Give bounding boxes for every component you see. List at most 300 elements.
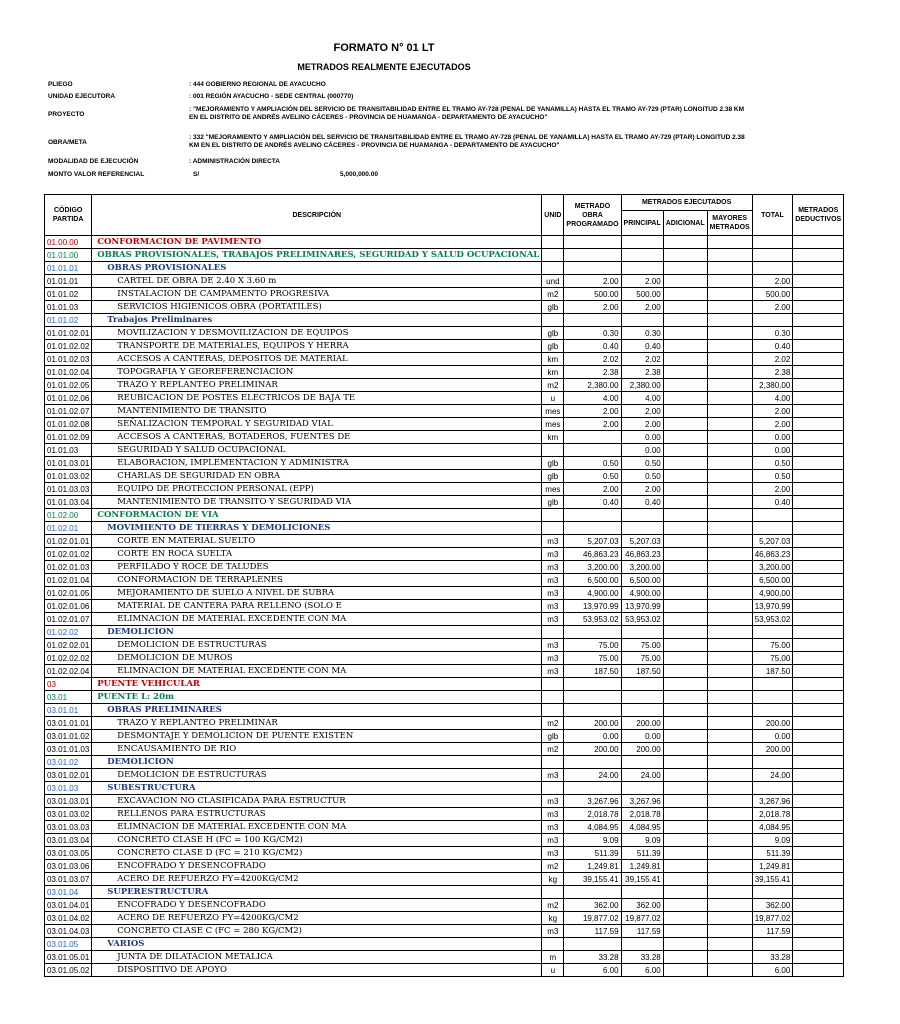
table-row — [45, 665, 844, 678]
table-row — [45, 418, 844, 431]
description-cell — [92, 704, 542, 717]
total-cell: 200.00 — [752, 743, 793, 756]
programado-cell — [564, 522, 621, 535]
table-row — [45, 769, 844, 782]
total-cell: 2.00 — [752, 405, 793, 418]
adicional-cell — [663, 587, 707, 600]
principal-cell: 46,863.23 — [621, 548, 663, 561]
total-cell — [752, 626, 793, 639]
total-cell: 19,877.02 — [752, 912, 793, 925]
adicional-cell — [663, 392, 707, 405]
principal-cell: 0.40 — [621, 340, 663, 353]
info-label: OBRA/META — [48, 139, 87, 146]
description-text: TRANSPORTE DE MATERIALES, EQUIPOS Y HERRA — [117, 340, 349, 351]
total-cell: 33.28 — [752, 951, 793, 964]
code-cell: 03.01.04 — [45, 886, 92, 899]
adicional-cell — [663, 769, 707, 782]
adicional-cell — [663, 366, 707, 379]
description-text: ELIMNACION DE MATERIAL EXCEDENTE CON MA — [117, 665, 347, 676]
mayores-cell — [707, 613, 752, 626]
table-row — [45, 457, 844, 470]
description-text: OBRAS PROVISIONALES, TRABAJOS PRELIMINARES, SEGURIDAD Y SALUD OCUPACIONAL — [97, 249, 540, 260]
principal-cell — [621, 509, 663, 522]
description-text: OBRAS PROVISIONALES — [107, 262, 227, 273]
code-cell: 03.01.01.02 — [45, 730, 92, 743]
code-cell: 03.01.01.01 — [45, 717, 92, 730]
mayores-cell — [707, 392, 752, 405]
description-text: EXCAVACION NO CLASIFICADA PARA ESTRUCTUR — [117, 795, 346, 806]
table-row — [45, 275, 844, 288]
adicional-cell — [663, 964, 707, 977]
mayores-cell — [707, 821, 752, 834]
mayores-cell — [707, 847, 752, 860]
description-cell — [92, 730, 542, 743]
adicional-cell — [663, 600, 707, 613]
table-row — [45, 899, 844, 912]
adicional-cell — [663, 847, 707, 860]
code-cell: 01.01.01 — [45, 262, 92, 275]
description-cell — [92, 782, 542, 795]
deductivos-cell — [793, 327, 844, 340]
table-row — [45, 392, 844, 405]
principal-cell: 19,877.02 — [621, 912, 663, 925]
principal-cell: 2.38 — [621, 366, 663, 379]
info-label: PLIEGO — [48, 81, 73, 88]
mayores-cell — [707, 418, 752, 431]
code-cell: 01.01.02.09 — [45, 431, 92, 444]
description-cell — [92, 288, 542, 301]
table-row — [45, 600, 844, 613]
description-text: MEJORAMIENTO DE SUELO A NIVEL DE SUBRA — [117, 587, 335, 598]
deductivos-cell — [793, 574, 844, 587]
unit-cell: km — [542, 366, 564, 379]
deductivos-cell — [793, 249, 844, 262]
total-cell: 0.50 — [752, 457, 793, 470]
total-cell: 13,970.99 — [752, 600, 793, 613]
deductivos-cell — [793, 236, 844, 249]
code-cell: 01.01.03.04 — [45, 496, 92, 509]
deductivos-cell — [793, 535, 844, 548]
principal-cell: 200.00 — [621, 743, 663, 756]
unit-cell: glb — [542, 457, 564, 470]
adicional-cell — [663, 353, 707, 366]
col-ejecutados: METRADOS EJECUTADOS — [621, 195, 752, 211]
description-text: DEMOLICION — [107, 756, 174, 767]
deductivos-cell — [793, 561, 844, 574]
deductivos-cell — [793, 912, 844, 925]
programado-cell: 2.00 — [564, 483, 621, 496]
description-cell — [92, 353, 542, 366]
deductivos-cell — [793, 821, 844, 834]
adicional-cell — [663, 548, 707, 561]
table-row — [45, 652, 844, 665]
table-row — [45, 730, 844, 743]
programado-cell: 0.40 — [564, 340, 621, 353]
description-cell — [92, 795, 542, 808]
code-cell: 01.02.02 — [45, 626, 92, 639]
adicional-cell — [663, 613, 707, 626]
total-cell: 39,155.41 — [752, 873, 793, 886]
deductivos-cell — [793, 951, 844, 964]
total-cell: 75.00 — [752, 639, 793, 652]
description-text: PUENTE L: 20m — [97, 691, 174, 702]
table-row — [45, 587, 844, 600]
mayores-cell — [707, 652, 752, 665]
deductivos-cell — [793, 808, 844, 821]
code-cell: 01.01.00 — [45, 249, 92, 262]
deductivos-cell — [793, 847, 844, 860]
table-row — [45, 366, 844, 379]
code-cell: 01.01.02 — [45, 288, 92, 301]
table-row — [45, 379, 844, 392]
mayores-cell — [707, 587, 752, 600]
principal-cell: 500.00 — [621, 288, 663, 301]
principal-cell: 2.00 — [621, 301, 663, 314]
principal-cell — [621, 938, 663, 951]
total-cell: 53,953.02 — [752, 613, 793, 626]
programado-cell — [564, 444, 621, 457]
adicional-cell — [663, 470, 707, 483]
col-total: TOTAL — [752, 195, 793, 236]
description-text: EQUIPO DE PROTECCION PERSONAL (EPP) — [117, 483, 314, 494]
total-cell — [752, 522, 793, 535]
adicional-cell — [663, 236, 707, 249]
adicional-cell — [663, 912, 707, 925]
adicional-cell — [663, 795, 707, 808]
unit-cell: kg — [542, 912, 564, 925]
programado-cell: 9.09 — [564, 834, 621, 847]
description-cell — [92, 561, 542, 574]
programado-cell: 75.00 — [564, 652, 621, 665]
mayores-cell — [707, 938, 752, 951]
principal-cell: 2.00 — [621, 405, 663, 418]
total-cell: 2.00 — [752, 301, 793, 314]
unit-cell: m3 — [542, 795, 564, 808]
principal-cell: 0.40 — [621, 496, 663, 509]
unit-cell: m3 — [542, 587, 564, 600]
info-value: : 444 GOBIERNO REGIONAL DE AYACUCHO — [189, 81, 326, 88]
code-cell: 01.01.02.02 — [45, 340, 92, 353]
code-cell: 01.02.01.04 — [45, 574, 92, 587]
mayores-cell — [707, 249, 752, 262]
table-row — [45, 405, 844, 418]
programado-cell: 3,267.96 — [564, 795, 621, 808]
description-cell — [92, 756, 542, 769]
mayores-cell — [707, 860, 752, 873]
deductivos-cell — [793, 652, 844, 665]
description-cell — [92, 509, 542, 522]
principal-cell: 2,018.78 — [621, 808, 663, 821]
total-cell: 4.00 — [752, 392, 793, 405]
code-cell: 01.01.01 — [45, 275, 92, 288]
section-row — [45, 509, 844, 522]
programado-cell: 6.00 — [564, 964, 621, 977]
mayores-cell — [707, 457, 752, 470]
mayores-cell — [707, 925, 752, 938]
description-cell — [92, 912, 542, 925]
unit-cell: m3 — [542, 574, 564, 587]
deductivos-cell — [793, 743, 844, 756]
description-text: PUENTE VEHICULAR — [97, 678, 200, 689]
mayores-cell — [707, 639, 752, 652]
unit-cell — [542, 249, 564, 262]
principal-cell — [621, 756, 663, 769]
code-cell: 03.01.03.06 — [45, 860, 92, 873]
code-cell: 01.02.02.01 — [45, 639, 92, 652]
section-row — [45, 236, 844, 249]
principal-cell: 13,970.99 — [621, 600, 663, 613]
principal-cell: 2,380.00 — [621, 379, 663, 392]
unit-cell — [542, 444, 564, 457]
total-cell: 117.59 — [752, 925, 793, 938]
principal-cell: 2.00 — [621, 418, 663, 431]
deductivos-cell — [793, 457, 844, 470]
programado-cell: 75.00 — [564, 639, 621, 652]
mayores-cell — [707, 340, 752, 353]
programado-cell: 4,084.95 — [564, 821, 621, 834]
total-cell — [752, 509, 793, 522]
code-cell: 01.01.02.07 — [45, 405, 92, 418]
description-cell — [92, 483, 542, 496]
col-principal: PRINCIPAL — [621, 211, 663, 236]
principal-cell — [621, 886, 663, 899]
programado-cell — [564, 691, 621, 704]
deductivos-cell — [793, 405, 844, 418]
principal-cell: 6.00 — [621, 964, 663, 977]
principal-cell — [621, 691, 663, 704]
total-cell: 3,267.96 — [752, 795, 793, 808]
principal-cell — [621, 236, 663, 249]
total-cell: 200.00 — [752, 717, 793, 730]
total-cell: 2.00 — [752, 418, 793, 431]
description-text: ACCESOS A CANTERAS, DEPOSITOS DE MATERIAL — [117, 353, 348, 364]
unit-cell: m2 — [542, 288, 564, 301]
principal-cell: 200.00 — [621, 717, 663, 730]
unit-cell — [542, 522, 564, 535]
mayores-cell — [707, 665, 752, 678]
code-cell: 03.01.03.07 — [45, 873, 92, 886]
unit-cell — [542, 678, 564, 691]
table-row — [45, 327, 844, 340]
code-cell: 01.01.03.01 — [45, 457, 92, 470]
adicional-cell — [663, 561, 707, 574]
description-cell — [92, 886, 542, 899]
principal-cell: 24.00 — [621, 769, 663, 782]
total-cell: 2.02 — [752, 353, 793, 366]
unit-cell: m3 — [542, 769, 564, 782]
programado-cell: 2.00 — [564, 418, 621, 431]
description-text: SUBESTRUCTURA — [107, 782, 196, 793]
description-text: ACCESOS A CANTERAS, BOTADEROS, FUENTES DE — [117, 431, 351, 442]
adicional-cell — [663, 678, 707, 691]
programado-cell — [564, 886, 621, 899]
description-cell — [92, 548, 542, 561]
description-text: DEMOLICION DE ESTRUCTURAS — [117, 769, 267, 780]
code-cell: 01.02.02.02 — [45, 652, 92, 665]
total-cell — [752, 691, 793, 704]
adicional-cell — [663, 639, 707, 652]
principal-cell: 9.09 — [621, 834, 663, 847]
mayores-cell — [707, 444, 752, 457]
programado-cell: 0.30 — [564, 327, 621, 340]
mayores-cell — [707, 496, 752, 509]
programado-cell: 2.02 — [564, 353, 621, 366]
description-text: DISPOSITIVO DE APOYO — [117, 964, 227, 975]
mayores-cell — [707, 327, 752, 340]
deductivos-cell — [793, 886, 844, 899]
deductivos-cell — [793, 769, 844, 782]
mayores-cell — [707, 366, 752, 379]
principal-cell: 4,084.95 — [621, 821, 663, 834]
adicional-cell — [663, 873, 707, 886]
mayores-cell — [707, 704, 752, 717]
code-cell: 01.01.02.08 — [45, 418, 92, 431]
programado-cell: 24.00 — [564, 769, 621, 782]
unit-cell: m3 — [542, 808, 564, 821]
principal-cell: 1,249.81 — [621, 860, 663, 873]
code-cell: 03.01.05 — [45, 938, 92, 951]
code-cell: 03.01.04.03 — [45, 925, 92, 938]
adicional-cell — [663, 379, 707, 392]
adicional-cell — [663, 444, 707, 457]
description-text: TOPOGRAFIA Y GEOREFERENCIACION — [117, 366, 294, 377]
description-text: INSTALACION DE CAMPAMENTO PROGRESIVA — [117, 288, 330, 299]
programado-cell — [564, 236, 621, 249]
description-cell — [92, 340, 542, 353]
metrados-table — [44, 194, 844, 977]
description-text: DEMOLICION DE MUROS — [117, 652, 233, 663]
deductivos-cell — [793, 314, 844, 327]
description-cell — [92, 418, 542, 431]
description-cell — [92, 496, 542, 509]
unit-cell: glb — [542, 496, 564, 509]
adicional-cell — [663, 483, 707, 496]
programado-cell: 0.50 — [564, 470, 621, 483]
adicional-cell — [663, 938, 707, 951]
programado-cell — [564, 431, 621, 444]
table-row — [45, 743, 844, 756]
unit-cell — [542, 782, 564, 795]
unit-cell — [542, 262, 564, 275]
total-cell: 24.00 — [752, 769, 793, 782]
programado-cell: 5,207.03 — [564, 535, 621, 548]
info-label: PROYECTO — [48, 111, 85, 118]
mayores-cell — [707, 535, 752, 548]
principal-cell: 3,200.00 — [621, 561, 663, 574]
deductivos-cell — [793, 353, 844, 366]
unit-cell: glb — [542, 730, 564, 743]
deductivos-cell — [793, 834, 844, 847]
mayores-cell — [707, 301, 752, 314]
table-row — [45, 808, 844, 821]
unit-cell — [542, 704, 564, 717]
table-row — [45, 483, 844, 496]
code-cell: 03.01.04.01 — [45, 899, 92, 912]
adicional-cell — [663, 431, 707, 444]
code-cell: 03.01.03.02 — [45, 808, 92, 821]
programado-cell: 2,018.78 — [564, 808, 621, 821]
principal-cell: 3,267.96 — [621, 795, 663, 808]
programado-cell — [564, 314, 621, 327]
description-text: MANTENIMIENTO DE TRANSITO Y SEGURIDAD VIA — [117, 496, 352, 507]
total-cell — [752, 678, 793, 691]
description-cell — [92, 600, 542, 613]
adicional-cell — [663, 535, 707, 548]
total-cell: 0.40 — [752, 340, 793, 353]
principal-cell: 6,500.00 — [621, 574, 663, 587]
mayores-cell — [707, 379, 752, 392]
unit-cell: m2 — [542, 860, 564, 873]
deductivos-cell — [793, 899, 844, 912]
adicional-cell — [663, 821, 707, 834]
mayores-cell — [707, 886, 752, 899]
total-cell: 0.00 — [752, 431, 793, 444]
section-row — [45, 262, 844, 275]
code-cell: 01.02.01.06 — [45, 600, 92, 613]
mayores-cell — [707, 405, 752, 418]
adicional-cell — [663, 743, 707, 756]
deductivos-cell — [793, 639, 844, 652]
total-cell: 75.00 — [752, 652, 793, 665]
total-cell — [752, 704, 793, 717]
deductivos-cell — [793, 704, 844, 717]
deductivos-cell — [793, 626, 844, 639]
mayores-cell — [707, 288, 752, 301]
mayores-cell — [707, 899, 752, 912]
code-cell: 01.02.01 — [45, 522, 92, 535]
principal-cell: 362.00 — [621, 899, 663, 912]
table-row — [45, 847, 844, 860]
description-text: TRAZO Y REPLANTEO PRELIMINAR — [117, 717, 278, 728]
table-row — [45, 470, 844, 483]
deductivos-cell — [793, 509, 844, 522]
mayores-cell — [707, 808, 752, 821]
programado-cell: 39,155.41 — [564, 873, 621, 886]
programado-cell: 2.00 — [564, 301, 621, 314]
description-text: ACERO DE REFUERZO FY=4200KG/CM2 — [117, 912, 299, 923]
code-cell: 01.02.01.07 — [45, 613, 92, 626]
adicional-cell — [663, 327, 707, 340]
unit-cell: m — [542, 951, 564, 964]
unit-cell: m2 — [542, 899, 564, 912]
programado-cell — [564, 249, 621, 262]
description-text: MOVIMIENTO DE TIERRAS Y DEMOLICIONES — [107, 522, 331, 533]
total-cell: 2,380.00 — [752, 379, 793, 392]
description-cell — [92, 964, 542, 977]
section-row — [45, 938, 844, 951]
deductivos-cell — [793, 795, 844, 808]
description-text: DESMONTAJE Y DEMOLICION DE PUENTE EXISTEN — [117, 730, 354, 741]
total-cell — [752, 262, 793, 275]
description-cell — [92, 379, 542, 392]
table-row — [45, 821, 844, 834]
adicional-cell — [663, 951, 707, 964]
description-cell — [92, 457, 542, 470]
total-cell: 2.00 — [752, 275, 793, 288]
mayores-cell — [707, 262, 752, 275]
deductivos-cell — [793, 678, 844, 691]
deductivos-cell — [793, 262, 844, 275]
principal-cell — [621, 678, 663, 691]
info-value: : 001 REGIÓN AYACUCHO - SEDE CENTRAL (000770) — [189, 93, 354, 100]
code-cell: 01.01.02.01 — [45, 327, 92, 340]
programado-cell: 4,900.00 — [564, 587, 621, 600]
mayores-cell — [707, 691, 752, 704]
deductivos-cell — [793, 717, 844, 730]
description-cell — [92, 301, 542, 314]
principal-cell: 2.02 — [621, 353, 663, 366]
unit-cell — [542, 886, 564, 899]
